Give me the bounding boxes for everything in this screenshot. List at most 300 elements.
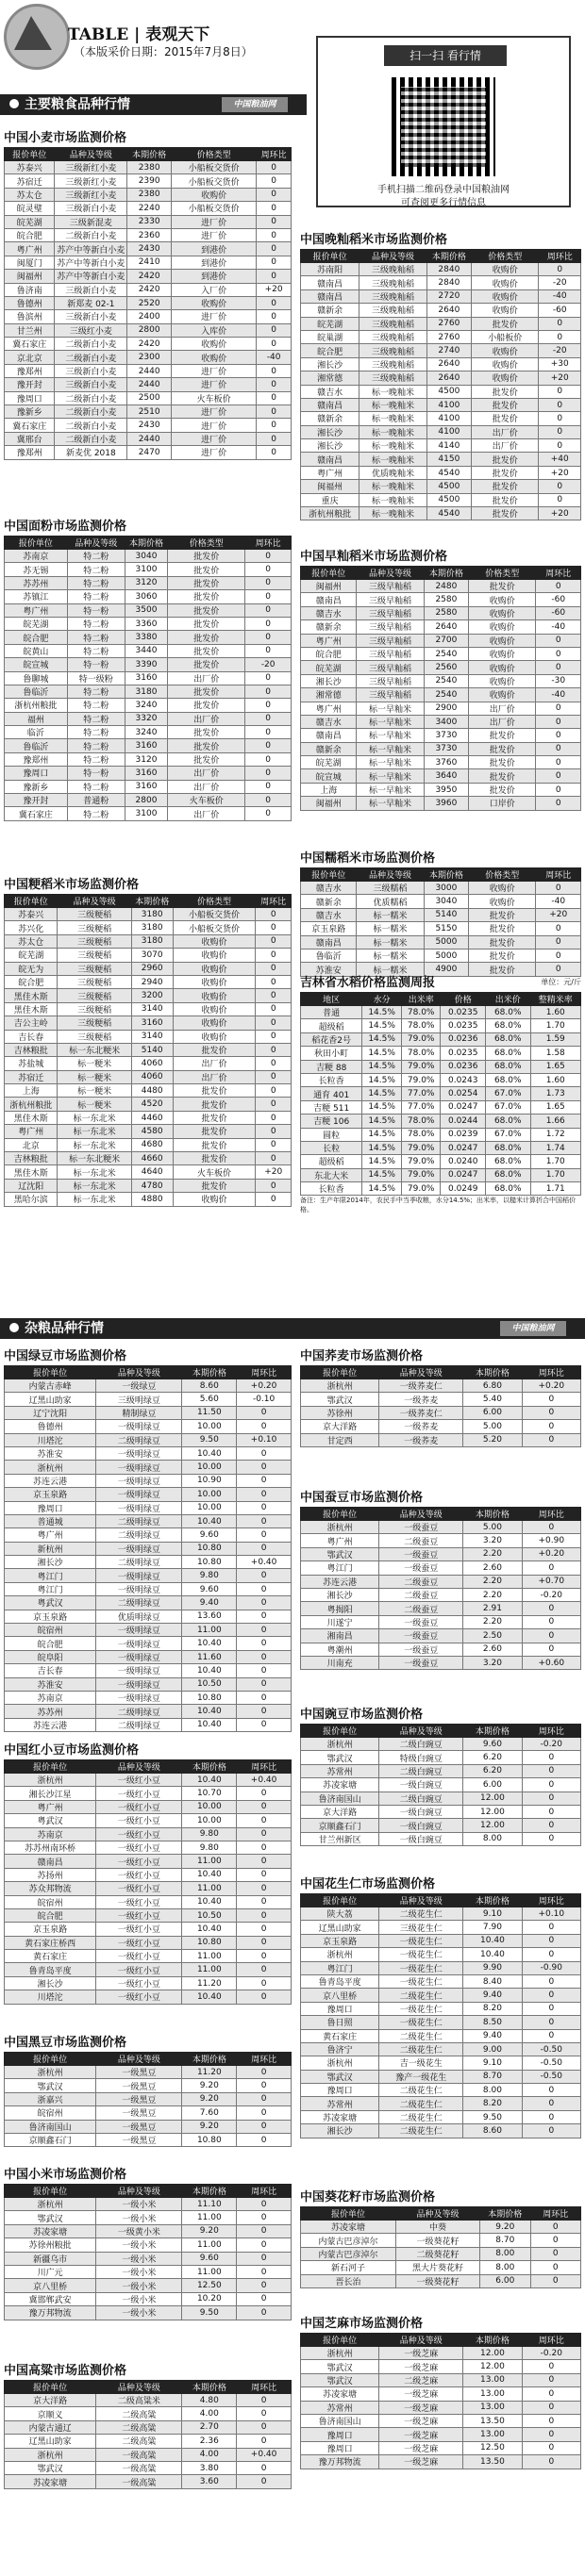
table-cell: 浙杭州 <box>301 1948 379 1961</box>
table-cell: 0 <box>257 378 292 391</box>
table-cell: 2760 <box>426 330 472 343</box>
column-header: 整精米率 <box>530 993 580 1006</box>
table-cell: 0 <box>245 685 292 698</box>
table-cell: 0 <box>522 1792 580 1805</box>
table-cell: 鲁济宁 <box>301 2042 379 2056</box>
table-cell: 0 <box>237 2475 292 2488</box>
table-cell: 2.20 <box>463 1615 522 1628</box>
table-row <box>5 1841 292 1854</box>
table-row <box>301 634 581 647</box>
table-cell: 优质晚籼米 <box>359 466 426 479</box>
table-cell: 0 <box>522 1832 580 1845</box>
table-cell: 三级早籼稻 <box>357 580 424 593</box>
table-row <box>5 644 292 657</box>
table-cell: 14.5% <box>362 1060 402 1073</box>
column-header: 品种及等级 <box>395 2207 479 2221</box>
table-cell: 粤江门 <box>301 1561 379 1575</box>
table-cell: 豫郑州 <box>5 752 68 766</box>
table-cell: 粤江门 <box>5 1582 96 1595</box>
table-cell: 收购价 <box>469 620 536 634</box>
table-cell: 特二粉 <box>67 739 125 752</box>
table-cell: 川广元 <box>5 2265 96 2278</box>
table-row <box>5 1637 292 1650</box>
table-cell: 赣新余 <box>301 742 357 755</box>
table-cell: 苏苏州南环桥 <box>5 1841 96 1854</box>
table-row <box>5 378 292 391</box>
table-cell: 苏常州 <box>301 2097 379 2110</box>
table-row <box>5 1084 292 1098</box>
table-cell: 京大洋路 <box>301 1805 379 1818</box>
table-cell: 0 <box>237 1406 292 1419</box>
table-row <box>301 1561 581 1575</box>
table-cell: 0 <box>237 1596 292 1610</box>
table-cell: 三级新白小麦 <box>55 310 127 323</box>
column-header: 品种及等级 <box>379 1508 463 1521</box>
section-title: 中国红小豆市场监测价格 <box>4 1743 140 1758</box>
table-cell: 0.0254 <box>441 1087 486 1100</box>
table-cell: 三级新白小麦 <box>55 283 127 296</box>
table-cell: -20 <box>539 276 581 289</box>
table-cell: 1.72 <box>530 1128 580 1141</box>
table-cell: 0 <box>256 1098 292 1111</box>
table-cell: -40 <box>536 620 581 634</box>
table-row <box>301 1602 581 1615</box>
table-cell: 豫周口 <box>5 1501 96 1514</box>
table-cell: 粤广州 <box>5 1125 58 1138</box>
table-cell: 3960 <box>424 797 469 810</box>
column-header: 报价单位 <box>5 2381 96 2394</box>
table-row <box>301 949 581 962</box>
table-row <box>301 372 581 385</box>
table-cell: 10.80 <box>182 1542 237 1555</box>
table-cell: 收购价 <box>173 1016 256 1030</box>
table-cell: 赣南昌 <box>301 276 359 289</box>
table-cell: 普通粉 <box>67 794 125 807</box>
table-cell: 0 <box>522 2414 580 2427</box>
table-cell: 二级蚕豆 <box>379 1588 463 1601</box>
table-row <box>5 296 292 309</box>
table-cell: 通育 401 <box>301 1087 362 1100</box>
table-cell: 0 <box>536 647 581 660</box>
table-cell: 标一晚籼米 <box>359 480 426 493</box>
table-row <box>5 1774 292 1787</box>
table-row <box>5 1070 292 1083</box>
table-cell: 13.00 <box>463 2428 522 2441</box>
table-cell: 粤广州 <box>301 1534 379 1547</box>
table-cell: 0 <box>522 2084 580 2097</box>
table-row <box>5 338 292 351</box>
table-cell: 8.00 <box>463 1832 522 1845</box>
table-cell: 13.00 <box>463 2373 522 2386</box>
table-cell: 福州 <box>5 712 68 725</box>
table-cell: 一级白豌豆 <box>379 1819 463 1832</box>
table-row <box>5 1138 292 1151</box>
table-cell: 特二粉 <box>67 752 125 766</box>
table-cell: 12.50 <box>463 2441 522 2454</box>
table-cell: 皖合肥 <box>5 631 68 644</box>
table-cell: 冀邯郸武安 <box>5 2292 96 2305</box>
table-cell: 3140 <box>131 1002 173 1016</box>
table-cell: 0 <box>237 1650 292 1663</box>
table-cell: 豫郑州 <box>5 446 55 459</box>
table-cell: 0 <box>245 576 292 589</box>
table-cell: 10.40 <box>182 1664 237 1677</box>
broad-section <box>300 1490 581 1670</box>
table-cell: 3360 <box>125 617 168 630</box>
column-header: 报价单位 <box>301 1508 379 1521</box>
table-cell: 标一糯米 <box>357 935 424 949</box>
table-cell: 5140 <box>131 1043 173 1056</box>
section-title: 中国小麦市场监测价格 <box>4 131 127 145</box>
table-cell: +0.90 <box>522 1534 580 1547</box>
table-cell: 收购价 <box>469 895 536 908</box>
table-cell: 1.60 <box>530 1073 580 1086</box>
table-cell: 一级明绿豆 <box>96 1446 182 1460</box>
table-cell: 0 <box>237 1787 292 1800</box>
table-cell: 苏产中等新白小麦 <box>55 256 127 269</box>
table-cell: 一级明绿豆 <box>96 1650 182 1663</box>
table-cell: 一级黑豆 <box>96 2106 182 2120</box>
table-cell: 一级明绿豆 <box>96 1677 182 1691</box>
table-row <box>5 908 292 921</box>
table-cell: 0 <box>539 493 581 506</box>
table-cell: 0.0240 <box>441 1155 486 1168</box>
table-cell: 赣吉水 <box>301 882 357 895</box>
table-cell: 0 <box>237 1718 292 1731</box>
table-row <box>301 2084 581 2097</box>
table-cell: 特一粉 <box>67 767 125 780</box>
table-cell: 13.50 <box>463 2455 522 2469</box>
table-cell: 0 <box>256 1125 292 1138</box>
table-row <box>301 466 581 479</box>
table-cell: 0 <box>237 2120 292 2133</box>
table-cell: 一级芝麻 <box>379 2455 463 2469</box>
table-cell: 0.0243 <box>441 1073 486 1086</box>
table-cell: 9.20 <box>182 2120 237 2133</box>
column-header: 报价单位 <box>301 250 359 263</box>
table-cell: 冀石家庄 <box>5 807 68 820</box>
table-cell: 浙杭州 <box>301 1521 379 1534</box>
table-row <box>5 2407 292 2420</box>
table-cell: 79.0% <box>401 1168 441 1181</box>
table-cell: 0 <box>256 1030 292 1043</box>
table-cell: 2.70 <box>182 2420 237 2434</box>
table-cell: 3440 <box>125 644 168 657</box>
table-cell: 二级蚕豆 <box>379 1602 463 1615</box>
table-cell: 11.20 <box>182 1976 237 1990</box>
table-cell: 一级明绿豆 <box>96 1569 182 1582</box>
table-cell: 批发价 <box>168 739 245 752</box>
table-cell: 苏众邦物流 <box>5 1882 96 1895</box>
table-header-row <box>5 1760 292 1774</box>
table-cell: 0 <box>256 1138 292 1151</box>
table-cell: 4680 <box>131 1138 173 1151</box>
table-cell: 特一级粉 <box>67 671 125 685</box>
table-cell: 批发价 <box>469 580 536 593</box>
table-cell: 1.70 <box>530 1168 580 1181</box>
table-cell: 0 <box>257 338 292 351</box>
table-cell: 出厂价 <box>173 1070 256 1083</box>
table-cell: 鄂武汉 <box>301 1547 379 1560</box>
table-row <box>301 756 581 769</box>
table-cell: 进厂价 <box>172 310 257 323</box>
table-cell: 10.40 <box>182 1718 237 1731</box>
table-cell: 批发价 <box>472 480 539 493</box>
table-cell: 苏产中等新白小麦 <box>55 270 127 283</box>
table-row <box>5 1895 292 1908</box>
table-cell: 0 <box>522 1420 580 1433</box>
table-cell: 批发价 <box>168 644 245 657</box>
table-cell: 三级新红小麦 <box>55 161 127 174</box>
table-row <box>301 593 581 606</box>
table-cell: 14.5% <box>362 1100 402 1114</box>
table-cell: 火车板价 <box>168 794 245 807</box>
table-cell: 皖巢湖 <box>301 330 359 343</box>
table-cell: 1.71 <box>530 1182 580 1196</box>
table-cell: 进厂价 <box>172 446 257 459</box>
table-cell: 0 <box>522 2016 580 2029</box>
table-cell: 10.40 <box>182 1868 237 1881</box>
column-header: 本期价格 <box>182 2381 237 2394</box>
table-cell: 收购价 <box>172 351 257 364</box>
table-cell: 收购价 <box>472 289 539 303</box>
price-table <box>300 1724 581 1846</box>
table-cell: 标一晚籼米 <box>359 425 426 438</box>
table-cell: 三级晚籼稻 <box>359 330 426 343</box>
column-header: 品种及等级 <box>58 895 131 908</box>
table-cell: 0 <box>237 1936 292 1949</box>
table-cell: 0 <box>536 783 581 796</box>
table-row <box>301 1032 581 1046</box>
table-cell: 3160 <box>125 767 168 780</box>
table-cell: 一级蚕豆 <box>379 1643 463 1656</box>
table-row <box>5 631 292 644</box>
table-cell: 0 <box>256 1179 292 1192</box>
table-cell: 3.20 <box>463 1656 522 1669</box>
table-row <box>301 1182 581 1196</box>
table-row <box>301 797 581 810</box>
table-cell: 一级红小豆 <box>96 1895 182 1908</box>
table-cell: 0 <box>256 1043 292 1056</box>
column-header: 周环比 <box>256 895 292 908</box>
table-cell: 批发价 <box>168 752 245 766</box>
column-header: 报价单位 <box>301 868 357 882</box>
table-cell: 标一东北粳米 <box>58 1152 131 1165</box>
table-cell: 12.00 <box>463 1792 522 1805</box>
table-cell: 一级小米 <box>96 2238 182 2252</box>
table-cell: 粤广州 <box>301 466 359 479</box>
table-cell: 3240 <box>125 726 168 739</box>
table-cell: 批发价 <box>168 563 245 576</box>
table-cell: 标一晚籼米 <box>359 453 426 466</box>
table-cell: 二级明绿豆 <box>96 1718 182 1731</box>
black-section <box>4 2035 292 2147</box>
table-header-row <box>301 1366 581 1379</box>
qr-code-icon[interactable] <box>392 77 495 176</box>
table-header-row <box>5 2381 292 2394</box>
table-header-row <box>301 868 581 882</box>
table-cell: 0 <box>522 2401 580 2414</box>
table-row <box>301 1764 581 1777</box>
section-title: 中国晚籼稻米市场监测价格 <box>300 233 448 247</box>
table-cell: 出厂价 <box>168 767 245 780</box>
table-cell: 二级明绿豆 <box>96 1596 182 1610</box>
table-row <box>301 882 581 895</box>
table-cell: 浙杭州 <box>301 2347 379 2360</box>
table-cell: 5140 <box>424 908 469 921</box>
table-row <box>301 2428 581 2441</box>
table-cell: 一级荞麦仁 <box>379 1406 463 1419</box>
table-row <box>5 242 292 256</box>
table-cell: 0 <box>256 921 292 934</box>
table-cell: 一级花生仁 <box>379 1934 463 1947</box>
table-row <box>301 317 581 330</box>
unit-label: 单位：元/斤 <box>541 978 581 986</box>
table-cell: 浙杭州 <box>5 1774 96 1787</box>
table-cell: 批发价 <box>469 908 536 921</box>
table-header-row <box>301 1508 581 1521</box>
column-header: 品种及等级 <box>379 1894 463 1907</box>
table-cell: 赣南昌 <box>301 453 359 466</box>
table-cell: 一级芝麻 <box>379 2401 463 2414</box>
column-header: 报价单位 <box>5 1760 96 1774</box>
table-cell: 一级红小豆 <box>96 1814 182 1827</box>
table-cell: 标一早籼米 <box>357 769 424 783</box>
table-cell: 11.00 <box>182 1882 237 1895</box>
table-row <box>301 1379 581 1393</box>
table-cell: 0 <box>530 2221 580 2234</box>
table-cell: 0 <box>245 739 292 752</box>
table-cell: 5.60 <box>182 1393 237 1406</box>
table-cell: 4500 <box>426 480 472 493</box>
table-cell: 9.00 <box>463 2042 522 2056</box>
table-row <box>301 1006 581 1019</box>
table-cell: 批发价 <box>173 1125 256 1138</box>
table-row <box>301 2373 581 2386</box>
table-row <box>5 1936 292 1949</box>
table-cell: 赣吉水 <box>301 606 357 619</box>
table-cell: 11.50 <box>182 1406 237 1419</box>
table-cell: 0 <box>522 1778 580 1792</box>
table-row <box>301 439 581 453</box>
table-cell: 0 <box>522 1406 580 1419</box>
table-cell: 粤广州 <box>5 1800 96 1813</box>
table-cell: 2540 <box>424 674 469 687</box>
table-cell: -0.20 <box>522 1738 580 1751</box>
table-cell: 10.00 <box>182 1488 237 1501</box>
table-cell: 一级花生仁 <box>379 1948 463 1961</box>
table-cell: 二级明绿豆 <box>96 1556 182 1569</box>
table-cell: 3320 <box>125 712 168 725</box>
table-cell: 2440 <box>127 432 172 445</box>
table-cell: 0 <box>245 807 292 820</box>
table-cell: +20 <box>256 1165 292 1179</box>
table-cell: 2.91 <box>463 1602 522 1615</box>
table-cell: 三级明绿豆 <box>96 1393 182 1406</box>
table-cell: 9.50 <box>182 2306 237 2320</box>
table-cell: 0 <box>237 2224 292 2237</box>
column-header: 本期价格 <box>463 1894 522 1907</box>
table-cell: 豫万邦物流 <box>5 2306 96 2320</box>
table-cell: 0 <box>256 949 292 962</box>
table-cell: 川塔沱 <box>5 1433 96 1446</box>
table-cell: 0 <box>245 780 292 793</box>
table-cell: 鲁临沂 <box>301 949 357 962</box>
table-cell: 3040 <box>125 550 168 563</box>
table-cell: 2560 <box>424 661 469 674</box>
table-row <box>301 661 581 674</box>
table-cell: 吉粳 511 <box>301 1100 362 1114</box>
section-title: 中国荞麦市场监测价格 <box>300 1349 424 1363</box>
table-cell: 小船板交货价 <box>173 921 256 934</box>
table-cell: 吉粳 88 <box>301 1060 362 1073</box>
table-cell: 一级花生仁 <box>379 2002 463 2015</box>
table-cell: 0 <box>237 1677 292 1691</box>
table-cell: 0 <box>257 391 292 405</box>
table-cell: 0 <box>237 1501 292 1514</box>
column-header: 水分 <box>362 993 402 1006</box>
table-cell: 0 <box>237 1800 292 1813</box>
table-cell: 0 <box>522 2124 580 2138</box>
table-cell: 新杭州 <box>5 1542 96 1555</box>
table-cell: 批发价 <box>469 756 536 769</box>
table-cell: 三级粳稻 <box>58 908 131 921</box>
table-row <box>5 1963 292 1976</box>
table-cell: 10.40 <box>463 1934 522 1947</box>
table-cell: 皖宣城 <box>301 769 357 783</box>
table-cell: 赣吉水 <box>301 908 357 921</box>
table-cell: 赣南昌 <box>301 289 359 303</box>
table-row <box>301 715 581 728</box>
table-row <box>5 671 292 685</box>
table-row <box>5 1514 292 1527</box>
column-header: 本期价格 <box>463 1508 522 1521</box>
table-cell: 10.80 <box>182 1691 237 1704</box>
table-cell: 特二粉 <box>67 712 125 725</box>
table-row <box>5 1596 292 1610</box>
table-row <box>5 1705 292 1718</box>
table-cell: 二级花生仁 <box>379 2084 463 2097</box>
table-cell: 出厂价 <box>168 712 245 725</box>
table-cell: 二级新白小麦 <box>55 405 127 419</box>
table-cell: 鲁济南国山 <box>301 1792 379 1805</box>
table-cell: 0 <box>522 1989 580 2002</box>
table-cell: 收购价 <box>472 304 539 317</box>
table-cell: -60 <box>536 606 581 619</box>
table-cell: 0 <box>256 975 292 988</box>
column-header: 本期价格 <box>426 250 472 263</box>
table-cell: 68.0% <box>486 1141 531 1154</box>
table-cell: 一级红小豆 <box>96 1882 182 1895</box>
table-cell: 一级明绿豆 <box>96 1624 182 1637</box>
table-row <box>301 1393 581 1406</box>
table-cell: 1.66 <box>530 1115 580 1128</box>
table-cell: 三级早籼稻 <box>357 593 424 606</box>
table-row <box>301 742 581 755</box>
table-cell: 2840 <box>426 276 472 289</box>
table-cell: +0.20 <box>522 1379 580 1393</box>
table-row <box>5 323 292 337</box>
table-cell: 4480 <box>131 1084 173 1098</box>
table-row <box>5 1165 292 1179</box>
table-cell: 一级蚕豆 <box>379 1561 463 1575</box>
table-row <box>301 2221 581 2234</box>
table-cell: 三级晚籼稻 <box>359 317 426 330</box>
table-row <box>301 1792 581 1805</box>
table-row <box>5 2448 292 2461</box>
table-row <box>5 364 292 377</box>
table-cell: 2940 <box>131 975 173 988</box>
